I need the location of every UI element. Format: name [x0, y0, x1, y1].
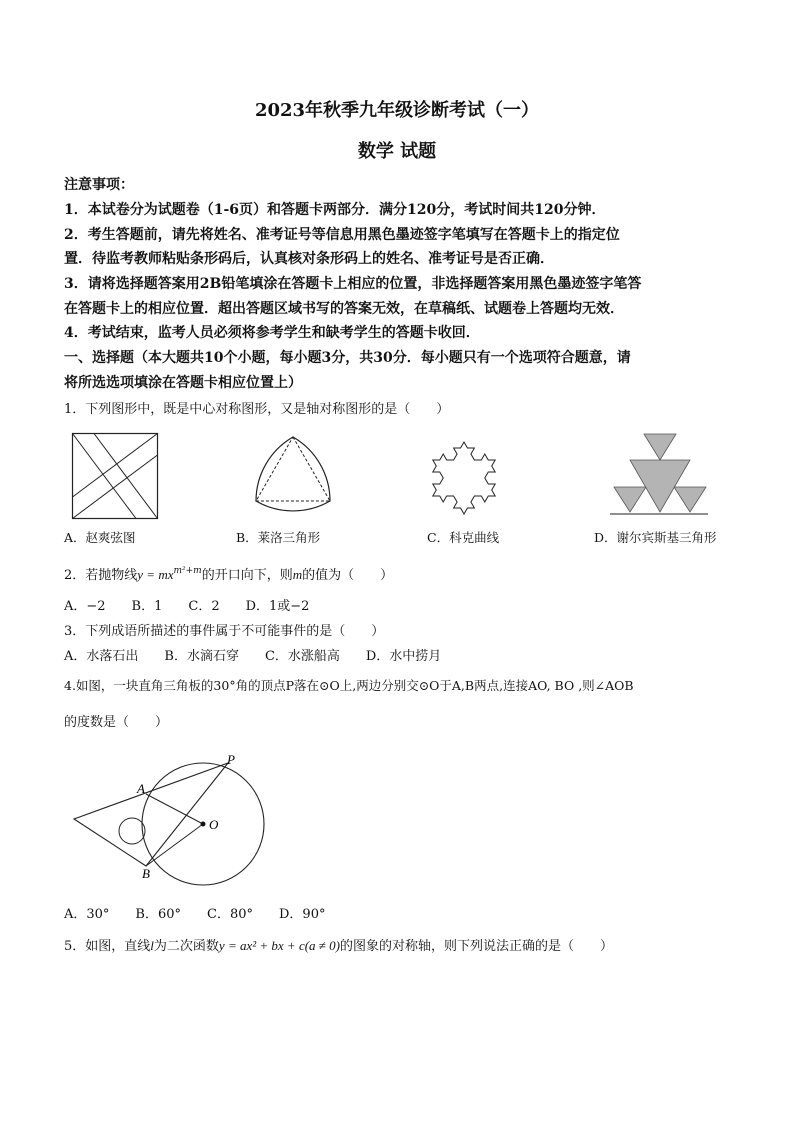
notes-heading: 注意事项： — [64, 177, 134, 193]
q2-formula-base: y = mx — [137, 567, 174, 582]
q2-formula-exp: m²+m — [173, 566, 202, 576]
label-a: A — [137, 781, 145, 796]
q4-stem-line2: 的度数是（ ） — [64, 715, 169, 730]
q1-option-c: C．科克曲线 — [427, 530, 500, 545]
label-o: O — [209, 817, 219, 832]
q2-stem-prefix: 2．若抛物线 — [64, 568, 138, 583]
note-3a: 3．请将选择题答案用2B铅笔填涂在答题卡上相应的位置，非选择题答案用黑色墨迹签字笔答 — [64, 276, 642, 292]
q1-option-b: B．莱洛三角形 — [236, 530, 321, 545]
q5-stem-suffix: 的图象的对称轴，则下列说法正确的是（ ） — [340, 939, 614, 954]
q1-stem: 1．下列图形中，既是中心对称图形，又是轴对称图形的是（ ） — [64, 402, 450, 417]
note-1: 1．本试卷分为试题卷（1-6页）和答题卡两部分．满分120分，考试时间共120分钟． — [64, 202, 606, 218]
q2-stem-end: 的值为（ ） — [302, 568, 394, 583]
q4-figure — [70, 752, 270, 892]
q3-options: A．水落石出 B．水滴石穿 C．水涨船高 D．水中捞月 — [64, 649, 442, 664]
q5-stem — [64, 935, 613, 954]
exam-subtitle — [0, 137, 794, 163]
section1-line1: 一、选择题（本大题共10个小题，每小题3分，共30分．每小题只有一个选项符合题意，请 — [64, 350, 631, 366]
q2-stem-suffix: 的开口向下，则 — [201, 568, 293, 583]
figure-reuleaux-triangle — [250, 434, 336, 514]
q4-options: A．30° B．60° C．80° D．90° — [64, 907, 326, 922]
q5-formula: y = ax² + bx + c(a ≠ 0) — [218, 938, 341, 953]
q3-stem: 3．下列成语所描述的事件属于不可能事件的是（ ） — [64, 624, 385, 639]
q5-stem-prefix: 5．如图，直线 — [64, 939, 151, 954]
figure-zhao-shuang — [72, 433, 158, 519]
subtitle-text: 数学 试题 — [357, 141, 437, 162]
q2-options: A．−2 B．1 C．2 D．1或−2 — [64, 599, 310, 614]
section1-line2: 将所选选项填涂在答题卡相应位置上） — [64, 375, 302, 391]
q1-option-d: D．谢尔宾斯基三角形 — [594, 530, 717, 545]
label-b: B — [142, 866, 150, 881]
q2-var-m: m — [292, 567, 303, 582]
exam-title: 2023年秋季九年级诊断考试（一） — [254, 100, 540, 121]
figure-koch-curve — [424, 434, 504, 518]
q5-stem-mid: 为二次函数 — [153, 939, 219, 954]
koch-outline — [433, 442, 495, 514]
q5-var-l: l — [150, 938, 154, 953]
note-2b: 置．待监考教师粘贴条形码后，认真核对条形码上的姓名、准考证号是否正确． — [64, 251, 554, 267]
note-3b: 在答题卡上的相应位置．超出答题区域书写的答案无效，在草稿纸、试题卷上答题均无效． — [64, 301, 624, 317]
q4-stem-line1: 4.如图，一块直角三角板的30°角的顶点P落在⊙O上,两边分别交⊙O于A,B两点,连接AO, BO ,则∠AOB — [64, 678, 634, 693]
figure-sierpinski-triangle — [610, 433, 708, 517]
q2-stem — [64, 564, 393, 583]
note-2a: 2．考生答题前，请先将姓名、准考证号等信息用黑色墨迹签字笔填写在答题卡上的指定位 — [64, 227, 620, 243]
q1-option-a: A．赵爽弦图 — [64, 530, 136, 545]
note-4: 4．考试结束，监考人员必须将参考学生和缺考学生的答题卡收回． — [64, 325, 480, 341]
label-p: P — [227, 752, 235, 767]
